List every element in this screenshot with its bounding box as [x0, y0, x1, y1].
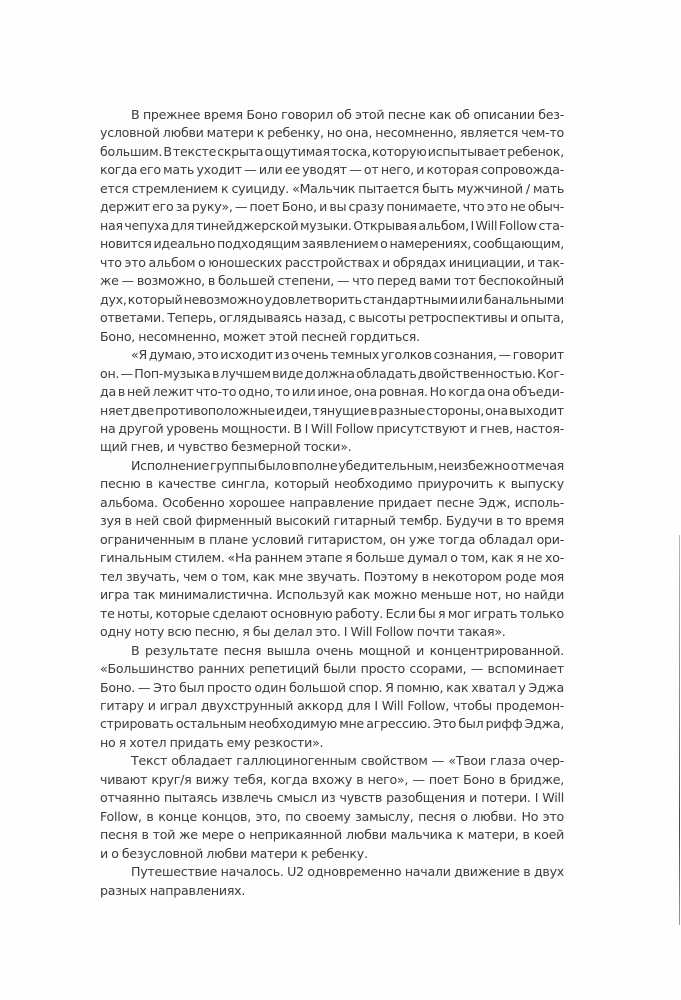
text-line: условной любви матери к ребенку, но она, несомненно, является чем-то	[100, 125, 564, 141]
text-line: что это альбом о юношеских расстройствах и обрядах инициации, и так-	[100, 254, 564, 270]
paragraph	[100, 457, 564, 642]
text-line: щий гнев, и чувство безмерной тоски».	[100, 439, 352, 455]
text-line: «Я думаю, это исходит из очень темных уголков сознания, — говорит	[131, 347, 564, 363]
text-line: «Большинство ранних репетиций были просто ссорами, — вспоминает	[100, 661, 564, 677]
text-line: стрировать остальным необходимую мне агрессию. Это был рифф Эджа,	[100, 716, 564, 732]
text-line: Follow, в конце концов, это, по своему замыслу, песня о любви. Но это	[100, 808, 564, 824]
text-line: когда его мать уходит — или ее уводят — от него, и которая сопровожда-	[100, 162, 564, 178]
text-line: дух, который невозможно удовлетворить стандартными или банальными	[100, 291, 564, 307]
text-line: игра так минималистична. Используй как можно меньше нот, но найди	[100, 587, 564, 603]
text-line: песня в той же мере о неприкаянной любви мальчика к матери, в коей	[100, 827, 564, 843]
text-line: большим. В тексте скрыта ощутимая тоска, которую испытывает ребенок,	[100, 143, 564, 159]
text-line: Путешествие началось. U2 одновременно начали движение в двух	[131, 864, 564, 880]
paragraph	[100, 752, 564, 863]
text-line: но я хотел придать ему резкости».	[100, 734, 324, 750]
text-line: ная чепуха для тинейджерской музыки. Открывая альбом, I Will Follow ста-	[100, 217, 564, 233]
text-line: же — возможно, в большей степени, — что перед вами тот беспокойный	[100, 273, 564, 289]
text-line: няет две противоположные идеи, тянущие в разные стороны, она выходит	[100, 402, 564, 418]
text-line: те ноты, которые сделают основную работу. Если бы я мог играть только	[100, 605, 564, 621]
text-line: зуя в ней свой фирменный высокий гитарный тембр. Будучи в то время	[100, 513, 564, 529]
text-line: Текст обладает галлюциногенным свойством — «Твои глаза очер-	[131, 753, 564, 769]
text-line: он. — Поп-музыка в лучшем виде должна обладать двойственностью. Ког-	[100, 365, 564, 381]
text-line: да в ней лежит что-то одно, то или иное, она ровная. Но когда она объеди-	[100, 384, 564, 400]
paragraph	[100, 106, 564, 346]
text-line: тел звучать, чем о том, как мне звучать. Поэтому в некотором роде моя	[100, 568, 564, 584]
paragraph	[100, 863, 564, 900]
text-line: гинальным стилем. «На раннем этапе я больше думал о том, как я не хо-	[100, 550, 564, 566]
text-line: Исполнение группы было вполне убедительным, неизбежно отмечая	[131, 457, 564, 473]
text-line: одну ноту всю песню, я бы делал это. I Will Follow почти такая».	[100, 624, 506, 640]
text-line: чивают круг/я вижу тебя, когда вхожу в него», — поет Боно в бридже,	[100, 771, 564, 787]
text-line: альбома. Особенно хорошее направление придает песне Эдж, исполь-	[100, 494, 564, 510]
paragraph	[100, 346, 564, 457]
page-edge-line	[679, 535, 680, 925]
text-line: отчаянно пытаясь извлечь смысл из чувств разобщения и потери. I Will	[100, 790, 564, 806]
text-line: песню в качестве сингла, который необходимо приурочить к выпуску	[100, 476, 564, 492]
text-line: ограниченным в плане условий гитаристом, он уже тогда обладал ори-	[100, 531, 564, 547]
text-line: Боно. — Это был просто один большой спор. Я помню, как хватал у Эджа	[100, 679, 564, 695]
text-line: гитару и играл двухструнный аккорд для I Will Follow, чтобы продемон-	[100, 698, 564, 713]
paragraph	[100, 642, 564, 753]
text-line: разных направлениях.	[100, 882, 246, 898]
text-line: держит его за руку», — поет Боно, и вы сразу понимаете, что это не обыч-	[100, 199, 564, 215]
text-line: ответами. Теперь, оглядываясь назад, с высоты ретроспективы и опыта,	[100, 310, 564, 326]
text-line: на другой уровень мощности. В I Will Follow присутствуют и гнев, настоя-	[100, 420, 564, 436]
text-line: новится идеально подходящим заявлением о намерениях, сообщающим,	[100, 236, 564, 252]
text-line: и о безусловной любви матери к ребенку.	[100, 845, 368, 861]
body-text	[100, 106, 564, 900]
text-line: В результате песня вышла очень мощной и концентрированной.	[131, 642, 564, 658]
text-line: Боно, несомненно, может этой песней гордиться.	[100, 328, 420, 344]
text-line: ется стремлением к суициду. «Мальчик пытается быть мужчиной / мать	[100, 180, 564, 196]
text-line: В прежнее время Боно говорил об этой песне как об описании без-	[131, 107, 564, 122]
